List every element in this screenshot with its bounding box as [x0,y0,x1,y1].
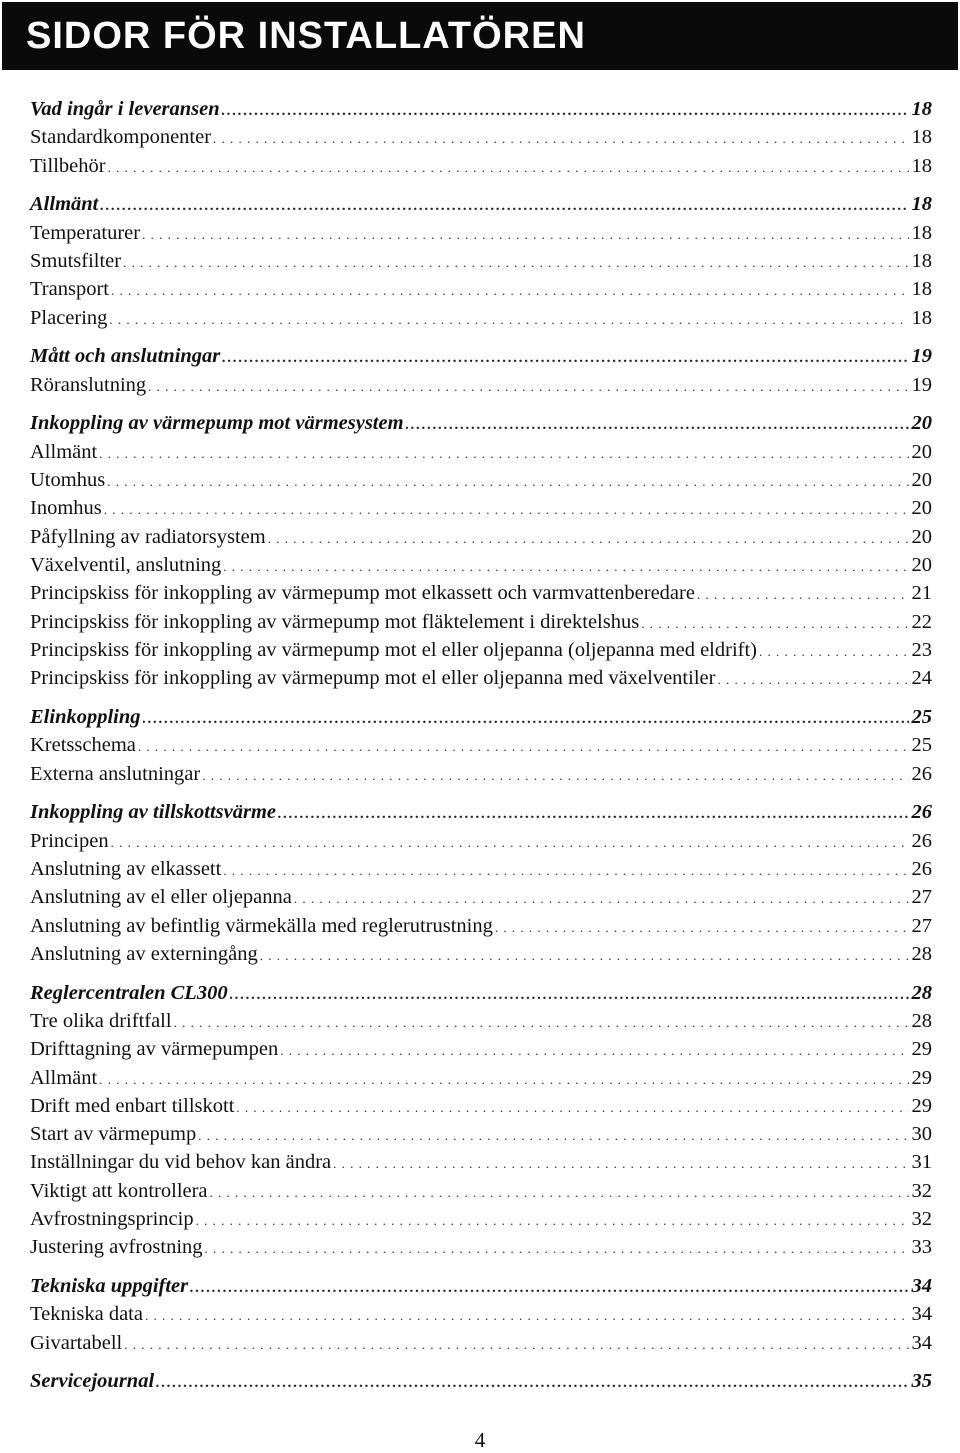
section-header-banner [2,2,958,70]
dot-leader [104,495,909,523]
dot-leader [205,1234,909,1262]
dot-leader [759,637,909,665]
toc-entry[interactable] [30,828,932,856]
toc-entry-page: 23 [911,638,932,661]
dot-leader [230,980,909,1008]
dot-leader [213,124,908,152]
toc-entry[interactable] [30,913,932,941]
dot-leader [148,372,908,400]
toc-section-heading[interactable] [30,980,932,1008]
toc-entry-page: 20 [911,440,932,463]
toc-entry-page: 18 [911,278,932,301]
toc-entry-label: Anslutning av externingång [30,942,258,965]
dot-leader [280,1036,908,1064]
toc-entry[interactable] [30,1093,932,1121]
dot-leader [278,799,908,827]
toc-entry[interactable] [30,637,932,665]
toc-entry-label: Anslutning av el eller oljepanna [30,886,292,909]
toc-entry-label: Principskiss för inkoppling av värmepump mot el eller oljepanna med växelventiler [30,667,716,690]
toc-section-heading[interactable] [30,1368,932,1396]
dot-leader [268,524,909,552]
toc-entry-label: Anslutning av elkassett [30,857,222,880]
toc-entry-page: 26 [911,829,932,852]
toc-entry[interactable] [30,220,932,248]
toc-entry-label: Röranslutning [30,373,147,396]
toc-entry-label: Avfrostningsprincip [30,1207,194,1230]
toc-entry-page: 26 [911,762,932,785]
toc-entry-label: Transport [30,278,109,301]
toc-entry[interactable] [30,495,932,523]
dot-leader [222,96,909,124]
toc-entry-label: Standardkomponenter [30,126,212,149]
toc-entry-page: 28 [911,981,932,1004]
dot-leader [99,1065,908,1093]
toc-section-heading[interactable] [30,799,932,827]
toc-entry-page: 32 [911,1207,932,1230]
toc-entry-page: 34 [911,1275,932,1298]
toc-section-heading[interactable] [30,1273,932,1301]
toc-entry-label: Tekniska uppgifter [30,1275,189,1298]
toc-entry-page: 20 [911,497,932,520]
dot-leader [196,1206,909,1234]
toc-entry[interactable] [30,856,932,884]
toc-entry-label: Placering [30,306,108,329]
table-of-contents [30,96,932,1397]
toc-entry-label: Inkoppling av tillskottsvärme [30,801,277,824]
toc-entry[interactable] [30,1301,932,1329]
toc-entry-label: Drift med enbart tillskott [30,1094,235,1117]
dot-leader [717,665,908,693]
toc-entry-label: Viktigt att kontrollera [30,1179,208,1202]
toc-entry-label: Vad ingår i leveransen [30,98,220,120]
toc-section-heading[interactable] [30,704,932,732]
toc-entry-page: 34 [911,1331,932,1354]
toc-entry-label: Inställningar du vid behov kan ändra [30,1151,332,1174]
dot-leader [108,153,909,181]
dot-leader [495,913,909,941]
toc-entry-label: Principskiss för inkoppling av värmepump mot fläktelement i direktelshus [30,610,640,633]
toc-entry-page: 29 [911,1066,932,1089]
toc-entry[interactable] [30,761,932,789]
toc-entry-label: Tekniska data [30,1303,143,1326]
toc-entry-page: 18 [911,98,932,120]
dot-leader [260,941,909,969]
toc-section-heading[interactable] [30,410,932,438]
toc-entry-label: Mått och anslutningar [30,345,221,368]
dot-leader [406,410,909,438]
toc-entry-label: Inomhus [30,497,102,520]
toc-entry-label: Allmänt [30,193,99,216]
toc-entry-page: 28 [911,942,932,965]
toc-entry-page: 19 [911,345,932,368]
toc-entry[interactable] [30,524,932,552]
toc-entry-label: Principskiss för inkoppling av värmepump mot el eller oljepanna (oljepanna med eldrift) [30,638,757,661]
dot-leader [143,704,909,732]
toc-section-heading[interactable] [30,96,932,124]
toc-entry-page: 29 [911,1094,932,1117]
toc-entry-page: 29 [911,1038,932,1061]
toc-entry-page: 21 [911,582,932,605]
toc-entry-label: Servicejournal [30,1370,155,1393]
toc-entry-page: 28 [911,1009,932,1032]
toc-entry-page: 22 [911,610,932,633]
toc-entry-page: 20 [911,553,932,576]
toc-entry-label: Justering avfrostning [30,1236,203,1259]
dot-leader [223,856,908,884]
dot-leader [174,1008,909,1036]
toc-entry[interactable] [30,1206,932,1234]
toc-entry-label: Växelventil, anslutning [30,553,222,576]
toc-entry-label: Externa anslutningar [30,762,201,785]
toc-entry[interactable] [30,124,932,152]
toc-entry[interactable] [30,941,932,969]
toc-entry[interactable] [30,1008,932,1036]
toc-entry-page: 19 [911,373,932,396]
toc-entry[interactable] [30,276,932,304]
toc-entry[interactable] [30,552,932,580]
dot-leader [202,761,908,789]
toc-entry-page: 27 [911,886,932,909]
toc-entry-page: 18 [911,306,932,329]
toc-entry-page: 20 [911,525,932,548]
toc-entry[interactable] [30,439,932,467]
dot-leader [99,439,908,467]
toc-entry-label: Givartabell [30,1331,123,1354]
toc-entry[interactable] [30,248,932,276]
toc-entry-label: Påfyllning av radiatorsystem [30,525,266,548]
toc-entry-page: 24 [911,667,932,690]
dot-leader [142,220,908,248]
dot-leader [107,467,908,495]
toc-entry-page: 18 [911,221,932,244]
toc-entry-page: 30 [911,1123,932,1146]
toc-entry-label: Drifttagning av värmepumpen [30,1038,279,1061]
toc-entry[interactable] [30,1121,932,1149]
dot-leader [223,552,908,580]
toc-entry-label: Principen [30,829,109,852]
dot-leader [641,609,908,637]
dot-leader [210,1178,909,1206]
toc-entry-label: Start av värmepump [30,1123,197,1146]
toc-section-heading[interactable] [30,191,932,219]
dot-leader [145,1301,909,1329]
page-title: SIDOR FÖR INSTALLATÖREN [26,14,586,57]
toc-entry[interactable] [30,1036,932,1064]
dot-leader [124,1330,908,1358]
toc-entry-label: Reglercentralen CL300 [30,981,228,1004]
toc-entry-page: 18 [911,154,932,177]
toc-entry-page: 34 [911,1303,932,1326]
toc-entry-page: 31 [911,1151,932,1174]
dot-leader [100,191,908,219]
dot-leader [138,732,909,760]
toc-entry[interactable] [30,665,932,693]
toc-section-heading[interactable] [30,343,932,371]
toc-entry-page: 20 [911,469,932,492]
toc-entry[interactable] [30,1065,932,1093]
toc-entry-label: Allmänt [30,1066,98,1089]
dot-leader [333,1149,908,1177]
dot-leader [190,1273,908,1301]
toc-entry-page: 18 [911,193,932,216]
toc-entry-label: Temperaturer [30,221,141,244]
toc-entry[interactable] [30,1149,932,1177]
toc-entry-page: 25 [911,705,932,728]
toc-entry[interactable] [30,732,932,760]
toc-entry[interactable] [30,153,932,181]
toc-entry-page: 27 [911,914,932,937]
dot-leader [156,1368,908,1396]
toc-entry[interactable] [30,305,932,333]
toc-entry-page: 33 [911,1236,932,1259]
toc-entry[interactable] [30,609,932,637]
dot-leader [198,1121,908,1149]
toc-entry-page: 26 [911,857,932,880]
dot-leader [222,343,908,371]
toc-entry-page: 25 [911,734,932,757]
toc-entry-page: 26 [911,801,932,824]
toc-entry[interactable] [30,1234,932,1262]
page-number: 4 [474,1428,486,1452]
toc-entry-label: Tillbehör [30,154,106,177]
toc-entry-label: Inkoppling av värmepump mot värmesystem [30,412,404,435]
toc-entry-page: 18 [911,126,932,149]
toc-entry-label: Smutsfilter [30,249,122,272]
toc-entry[interactable] [30,884,932,912]
toc-entry-page: 35 [911,1370,932,1393]
toc-entry[interactable] [30,467,932,495]
dot-leader [236,1093,908,1121]
toc-entry-page: 18 [911,249,932,272]
toc-entry[interactable] [30,1330,932,1358]
toc-entry-label: Tre olika driftfall [30,1009,172,1032]
toc-entry-label: Anslutning av befintlig värmekälla med reglerutrustning [30,914,493,937]
toc-entry[interactable] [30,580,932,608]
dot-leader [123,248,908,276]
toc-entry-label: Utomhus [30,469,106,492]
toc-entry-label: Principskiss för inkoppling av värmepump mot elkassett och varmvattenberedare [30,582,695,605]
toc-entry-label: Kretsschema [30,734,136,757]
dot-leader [111,828,909,856]
toc-entry-page: 32 [911,1179,932,1202]
toc-entry-page: 20 [911,412,932,435]
toc-entry-label: Allmänt [30,440,98,463]
dot-leader [111,276,909,304]
dot-leader [109,305,908,333]
dot-leader [697,580,909,608]
toc-entry[interactable] [30,372,932,400]
toc-entry[interactable] [30,1178,932,1206]
toc-entry-label: Elinkoppling [30,705,141,728]
dot-leader [294,884,909,912]
